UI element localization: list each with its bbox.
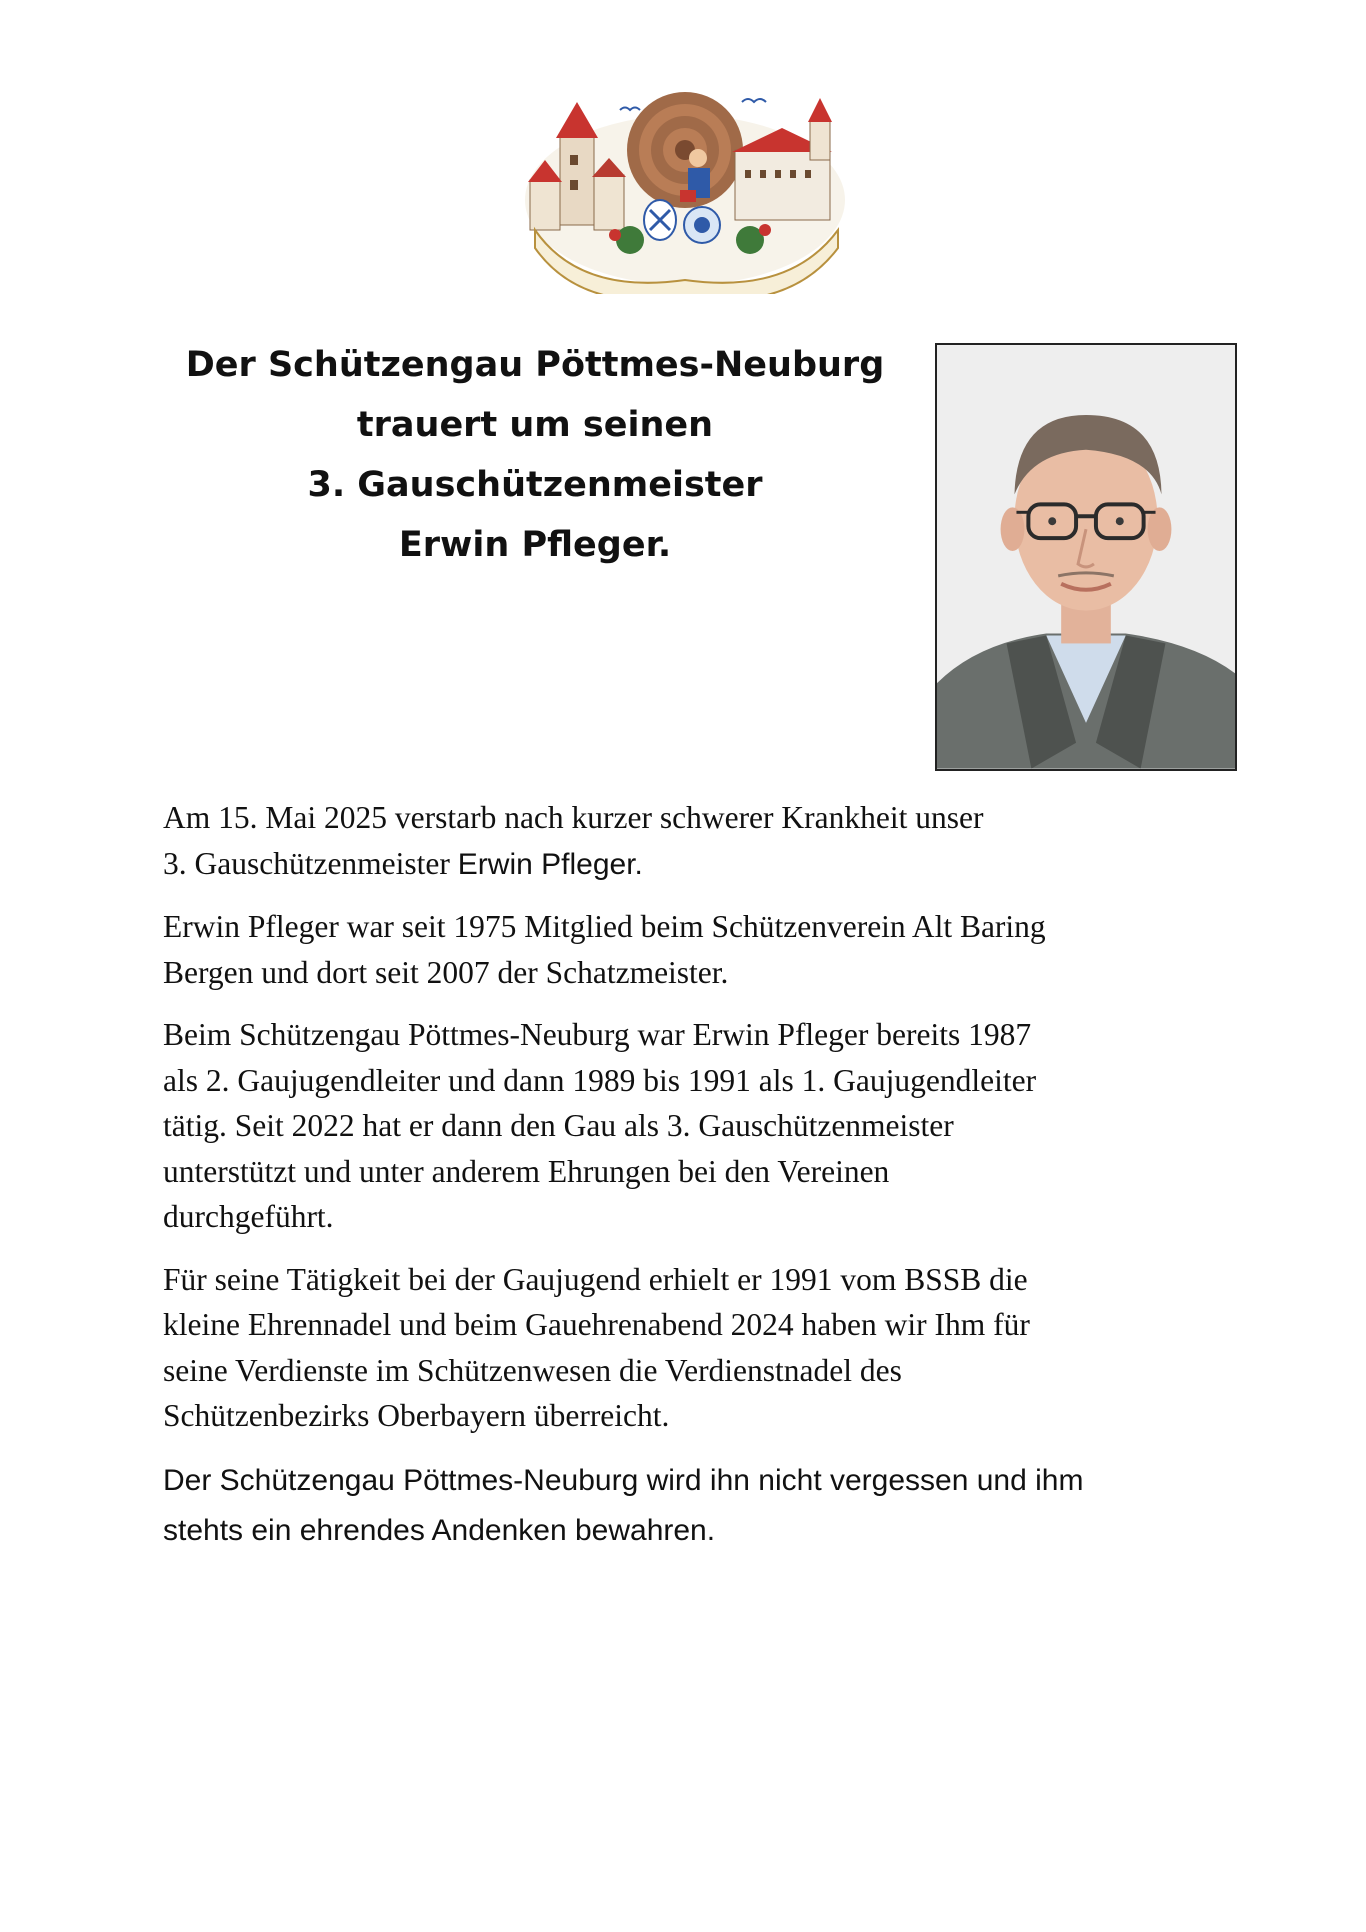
text-line: Bergen und dort seit 2007 der Schatzmeister. <box>163 954 729 990</box>
heading-line: 3. Gauschützenmeister <box>307 465 763 505</box>
paragraph-remembrance <box>163 1456 1223 1556</box>
text-line: Beim Schützengau Pöttmes-Neuburg war Erwin Pfleger bereits 1987 <box>163 1017 1032 1052</box>
text-line: Schützenbezirks Oberbayern überreicht. <box>163 1398 670 1433</box>
heading-line: trauert um seinen <box>356 405 714 445</box>
text-line: stehts ein ehrendes Andenken bewahren. <box>163 1513 716 1547</box>
heading-line: Der Schützengau Pöttmes-Neuburg <box>185 345 885 385</box>
paragraph-membership <box>163 904 1223 995</box>
text-line: seine Verdienste im Schützenwesen die Verdienstnadel des <box>163 1352 902 1388</box>
club-logo <box>520 80 850 294</box>
text-fragment: 3. Gauschützenmeister <box>163 845 450 881</box>
text-line: Erwin Pfleger war seit 1975 Mitglied beim Schützenverein Alt Baring <box>163 909 1046 944</box>
heading-line: Erwin Pfleger. <box>398 525 672 565</box>
obituary-body <box>163 795 1223 1573</box>
portrait-frame <box>935 343 1237 771</box>
shooting-club-emblem-icon <box>520 80 850 294</box>
text-line: unterstützt und unter anderem Ehrungen bei den Vereinen <box>163 1153 890 1189</box>
text-line: tätig. Seit 2022 hat er dann den Gau als 3. Gauschützenmeister <box>163 1108 954 1143</box>
text-line: kleine Ehrennadel und beim Gauehrenabend 2024 haben wir Ihm für <box>163 1307 1030 1342</box>
text-line: Am 15. Mai 2025 verstarb nach kurzer schwerer Krankheit unser <box>163 800 984 835</box>
portrait-photo-icon <box>937 345 1235 769</box>
text-fragment: Erwin Pfleger. <box>457 847 643 881</box>
text-line: Der Schützengau Pöttmes-Neuburg wird ihn nicht vergessen und ihm <box>163 1463 1084 1497</box>
paragraph-honors <box>163 1257 1223 1439</box>
paragraph-career <box>163 1012 1223 1240</box>
paragraph-death-notice <box>163 795 1223 887</box>
text-line: Für seine Tätigkeit bei der Gaujugend erhielt er 1991 vom BSSB die <box>163 1261 1028 1297</box>
text-line <box>163 841 1223 888</box>
obituary-heading <box>150 335 920 575</box>
text-line: als 2. Gaujugendleiter und dann 1989 bis 1991 als 1. Gaujugendleiter <box>163 1062 1037 1098</box>
text-line: durchgeführt. <box>163 1199 334 1234</box>
